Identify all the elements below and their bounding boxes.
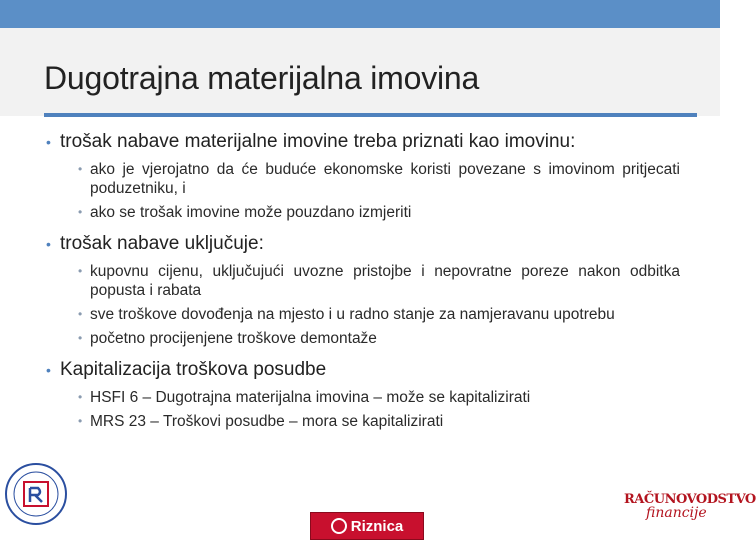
racunovodstvo-logo: [624, 492, 756, 538]
bullet-3-sub-2: • MRS 23 – Troškovi posudbe – mora se kapitalizirati: [78, 412, 680, 431]
bullet-2-sub-1: • kupovnu cijenu, uključujući uvozne pristojbe i nepovratne poreze nakon odbitka popusta i rabata: [78, 262, 680, 300]
financije-logo-text: financije: [646, 505, 707, 521]
title-underline: [44, 113, 697, 117]
bullet-1-sub-2: • ako se trošak imovine može pouzdano izmjeriti: [78, 203, 680, 222]
top-accent-bar: [0, 0, 720, 28]
bullet-2-sub-3: • početno procijenjene troškove demontaže: [78, 329, 680, 348]
bullet-1: • trošak nabave materijalne imovine treba priznati kao imovinu:: [40, 130, 680, 154]
bullet-1-sublist: [40, 160, 680, 222]
riznica-mark-icon: [331, 518, 347, 534]
bullet-3-sublist: [40, 388, 680, 431]
bullet-3: • Kapitalizacija troškova posudbe: [40, 358, 680, 382]
bullet-2-sub-2: • sve troškove dovođenja na mjesto i u radno stanje za namjeravanu upotrebu: [78, 305, 680, 324]
riznica-logo: [310, 512, 424, 540]
bullet-3-sub-1: • HSFI 6 – Dugotrajna materijalna imovina – može se kapitalizirati: [78, 388, 680, 407]
bullet-2-sublist: [40, 262, 680, 348]
bullet-1-sub-1: • ako je vjerojatno da će buduće ekonomske koristi povezane s imovinom pritjecati poduzetniku, i: [78, 160, 680, 198]
racunovodstvo-logo-text: RAČUNOVODSTVO: [624, 492, 756, 507]
riznica-logo-text: Riznica: [350, 517, 404, 535]
slide-title: Dugotrajna materijalna imovina: [44, 60, 480, 96]
bullet-2: • trošak nabave uključuje:: [40, 232, 680, 256]
slide-content: [40, 130, 680, 441]
association-seal-logo: [4, 462, 68, 526]
